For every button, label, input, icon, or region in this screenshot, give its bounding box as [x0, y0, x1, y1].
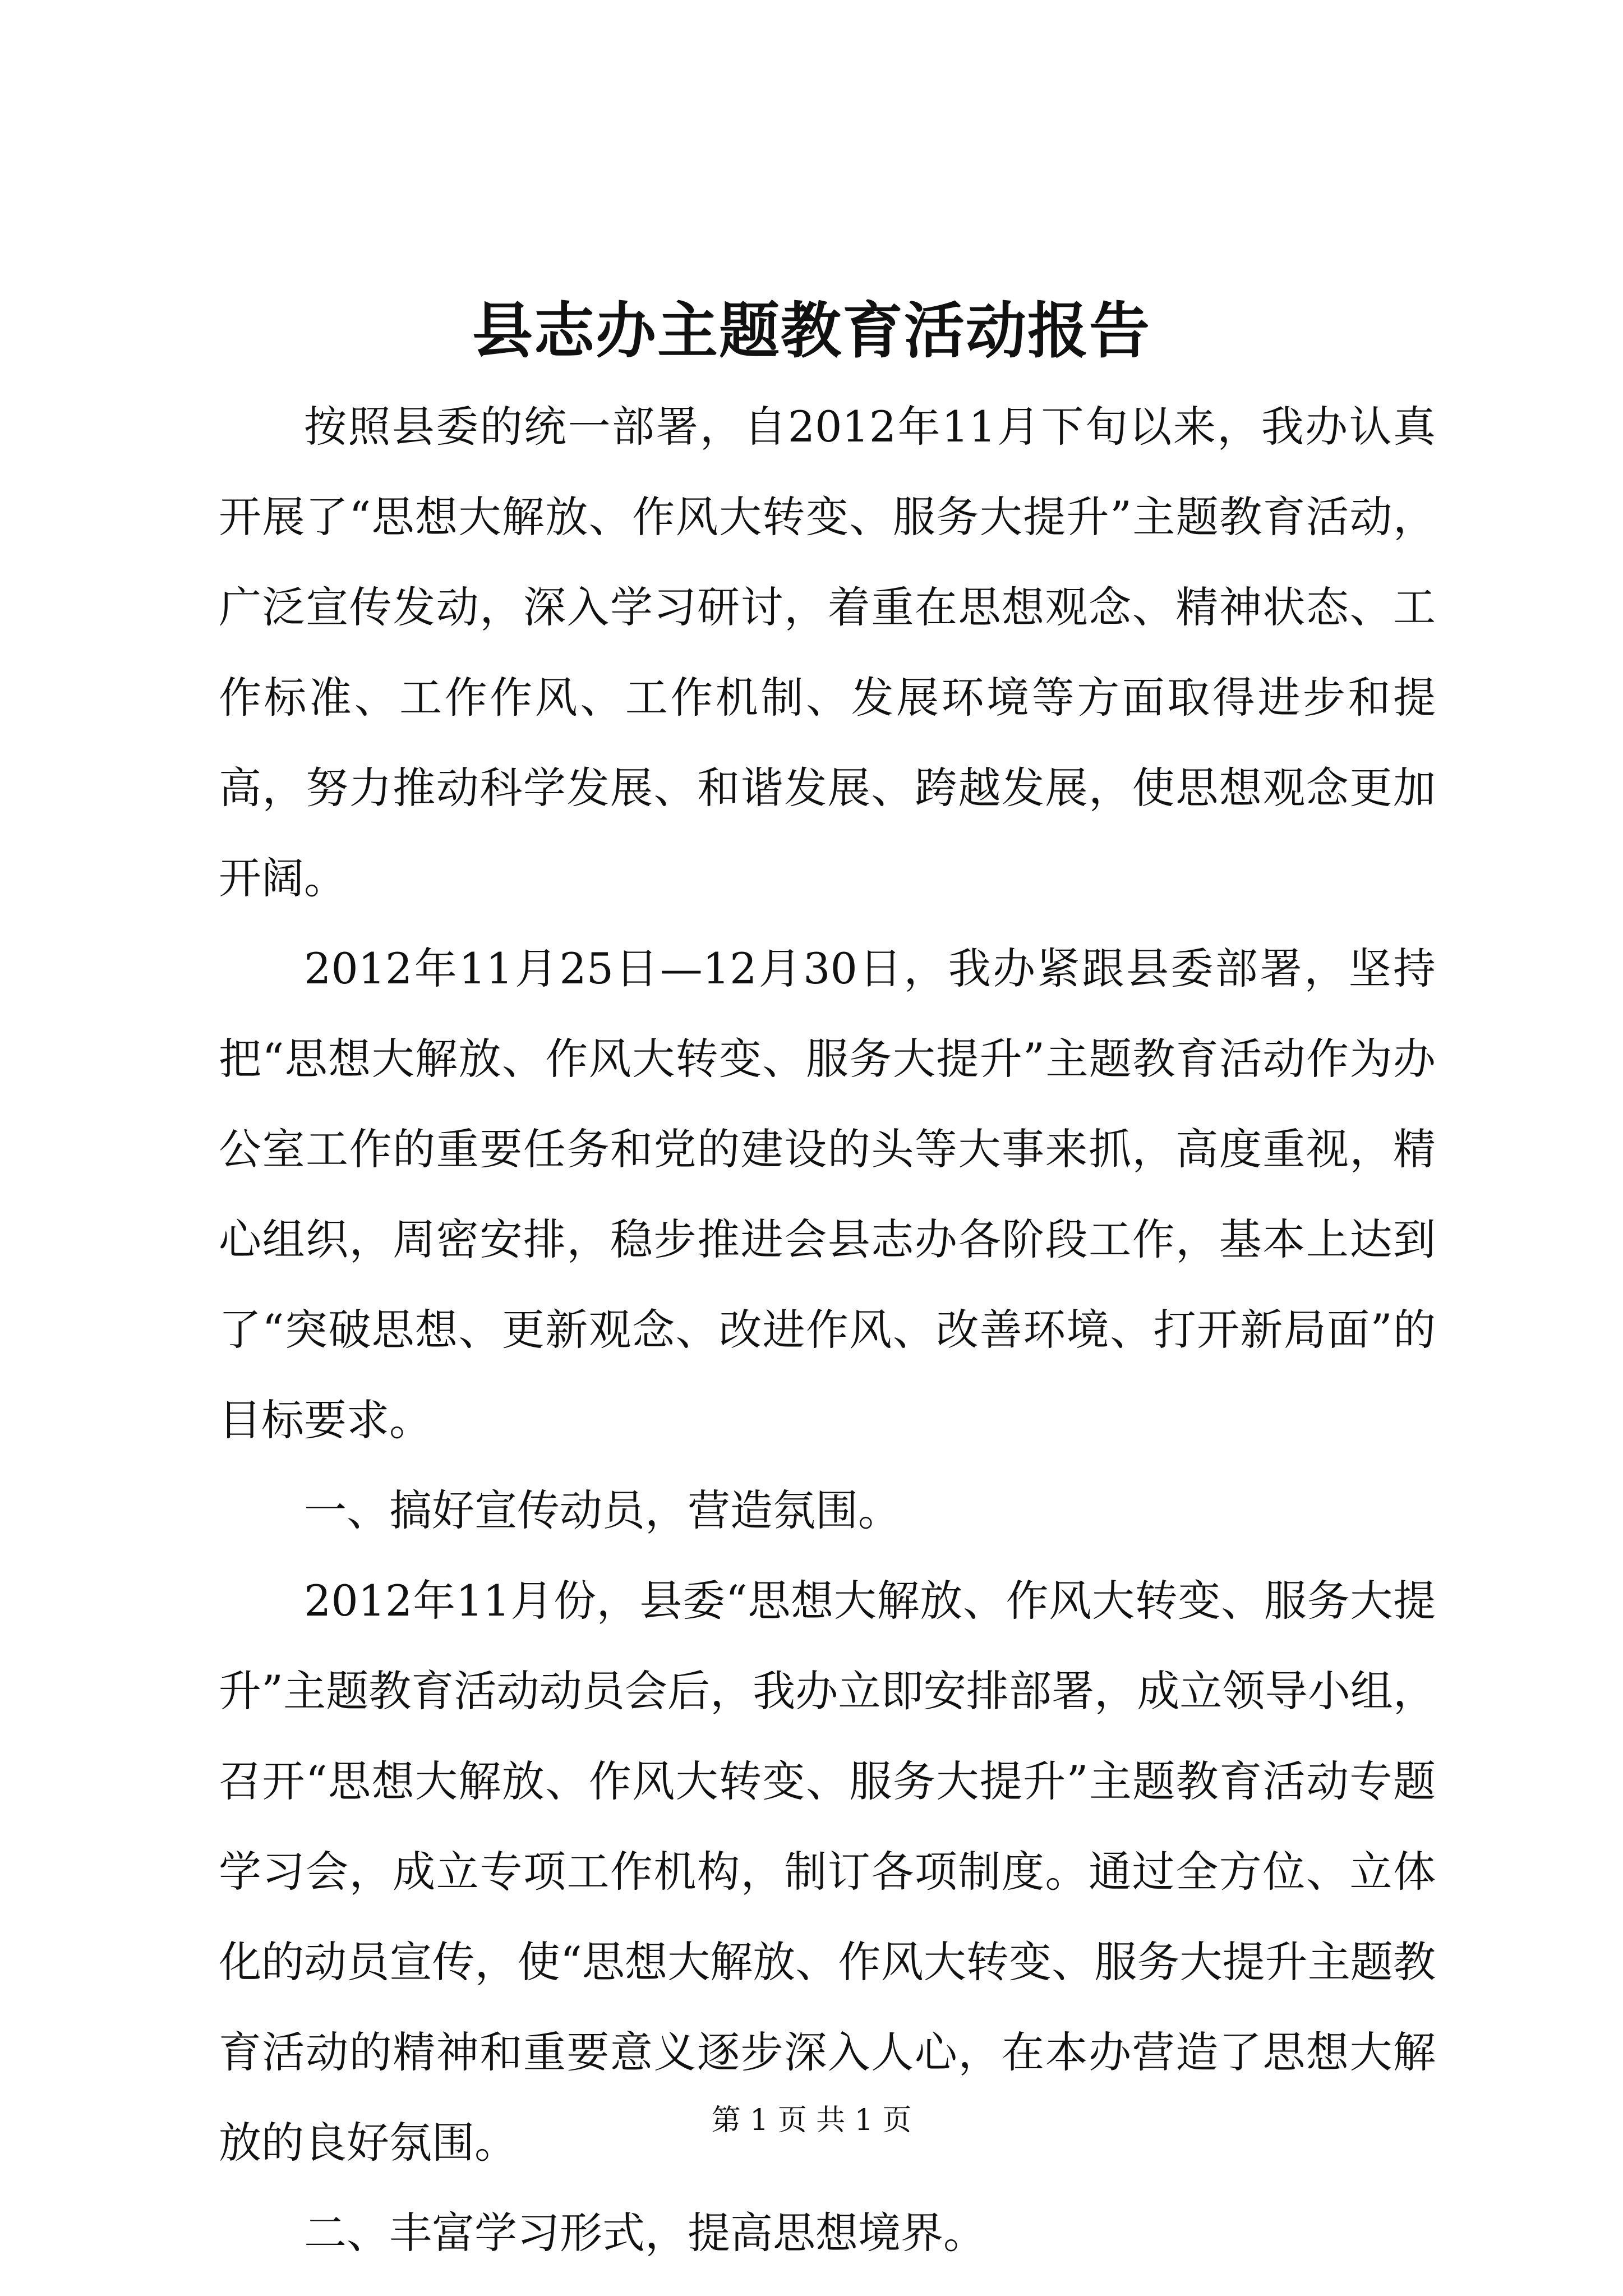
paragraph-intro: 按照县委的统一部署，自2012年11月下旬以来，我办认真开展了“思想大解放、作风大转变、服务大提升”主题教育活动，广泛宣传发动，深入学习研讨，着重在思想观念、精神状态、工作标准、工作作风、工作机制、发展环境等方面取得进步和提高，努力推动科学发展、和谐发展、跨越发展，使思想观念更加开阔。 — [219, 402, 1436, 903]
section-heading-1: 一、搞好宣传动员，营造氛围。 — [304, 1485, 901, 1535]
paragraph-section-1: 2012年11月份，县委“思想大解放、作风大转变、服务大提升”主题教育活动动员会后，我办立即安排部署，成立领导小组，召开“思想大解放、作风大转变、服务大提升”主题教育活动专题学习会，成立专项工作机构，制订各项制度。通过全方位、立体化的动员宣传，使“思想大解放、作风大转变、服务大提升主题教育活动的精神和重要意义逐步深入人心，在本办营造了思想大解放的良好氛围。 — [219, 1576, 1436, 2168]
document-title: 县志办主题教育活动报告 — [472, 296, 1151, 366]
section-heading-2: 二、丰富学习形式，提高思想境界。 — [304, 2208, 986, 2258]
page-number-footer: 第 1 页 共 1 页 — [711, 2104, 912, 2137]
document-body — [219, 381, 1436, 2278]
paragraph-overview: 2012年11月25日—12月30日，我办紧跟县委部署，坚持把“思想大解放、作风大转变、服务大提升”主题教育活动作为办公室工作的重要任务和党的建设的头等大事来抓，高度重视，精心组织，周密安排，稳步推进会县志办各阶段工作，基本上达到了“突破思想、更新观念、改进作风、改善环境、打开新局面”的目标要求。 — [219, 944, 1436, 1445]
